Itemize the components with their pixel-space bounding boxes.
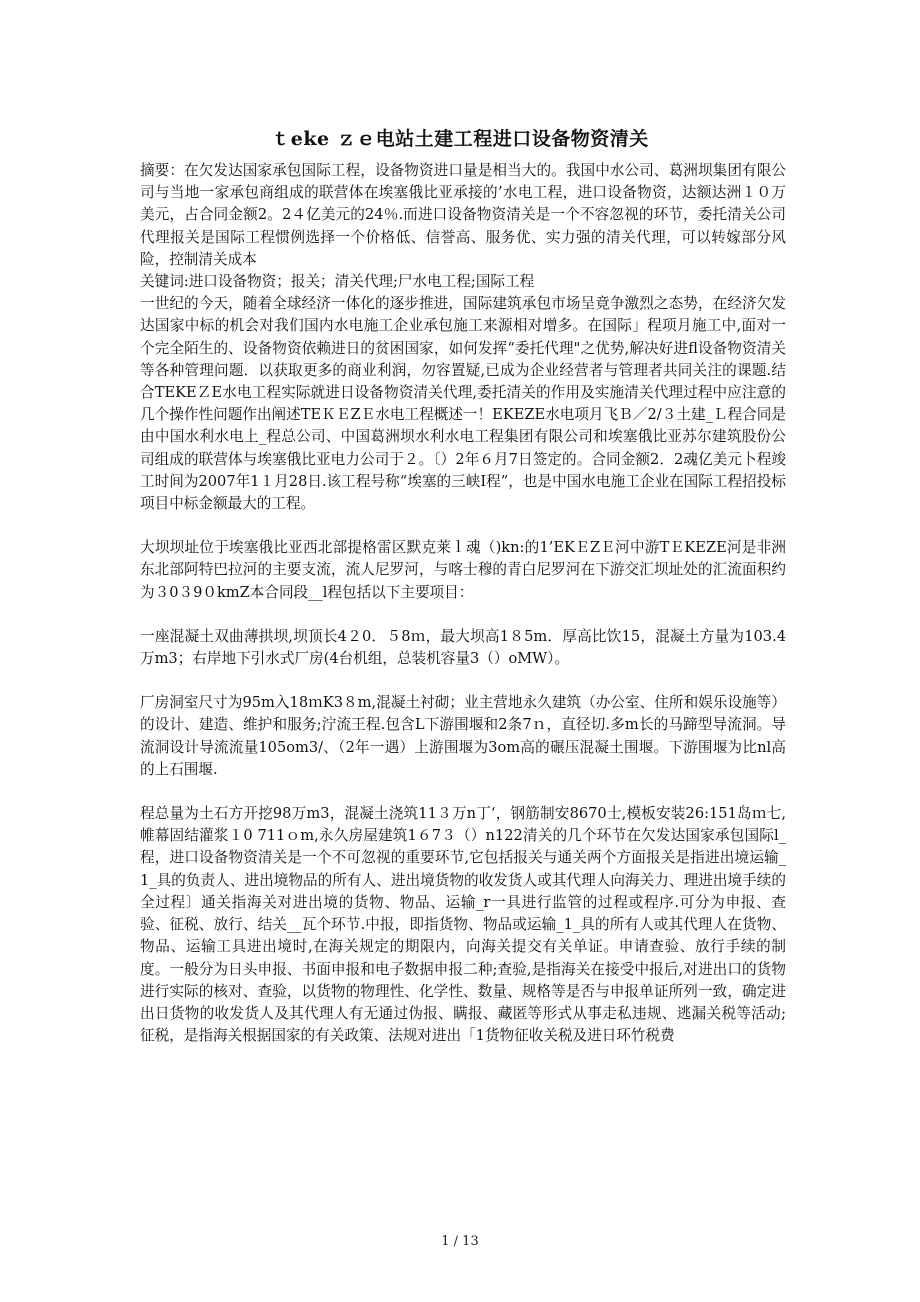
body-paragraph: 一世纪的今天，随着全球经济一体化的逐步推进，国际建筑承包市场呈竟争激烈之态势，在经济欠发达国家中标的机会对我们国内水电施工企业承包施工来源相对增多。在国际」程项月施工中,面对一个完全陌生的、设备物资依赖进日的贫困国家，如何发挥“委托代理"之优势,解决好进fl设备物资清关等各种管理问题．以获取更多的商业利润，勿容置疑,已成为企业经营者与管理者共同关注的课题.结合TEKEＺE水电工程实际就进日设备物资清关代理,委托清关的作用及实施清关代理过程中应注意的几个操作性问题作出阐述TEＫＥZＥ水电工程概述一！EKEZE水电项月飞Ｂ／2/３土建_Ｌ程合同是由中国水利水电上_程总公司、中国葛洲坝水利水电工程集团有限公司和埃塞俄比亚苏尔建筑股份公司组成的联营体与埃塞俄比亚电力公司于２。〔）2年６月7日签定的。合同金额2．2魂亿美元卜程竣工时间为2007年1１月28日.该工程号称“埃塞的三峡I程”，也是中国水电施工企业在国际工程招投标项目中标金额最大的工程。 [140,295,786,513]
body-paragraph: 大坝坝址位于埃塞俄比亚西北部提格雷区默克莱ｌ魂（)kn:的1’EKＥZＥ河中游TＥKEZE河是非洲东北部阿特巴拉河的主要支流，流人尼罗河，与喀士穆的青白尼罗河在下游交汇坝址处的汇流面积约为３0３9０kmZ本合同段__l程包括以下主要项目： [140,539,786,601]
document-body [140,160,786,1047]
abstract-paragraph: 摘要：在欠发达国家承包国际工程，设备物资进口量是相当大的。我国中水公司、葛洲坝集团有限公司与当地一家承包商组成的联营体在埃塞俄比亚承接的’水电工程，进口设备物资，达额达洲１０万美元，占合同金额2。2４亿美元的24％.而进口设备物资清关是一个不容忽视的环节，委托清关公司代理报关是国际工程惯例选择一个价格低、信誉高、服务优、实力强的清关代理，可以转嫁部分风险，控制清关成本 [140,162,786,268]
keywords-line: 关键词:进口设备物资；报关；清关代理;尸水电工程;国际工程 [140,273,535,291]
body-paragraph: 一座混凝土双曲薄拱坝,坝顶长4２0．５8ｍ，最大坝高1８5m．厚高比饮15，混凝土方量为103.4万m3；右岸地下引水式厂房(4台机组，总装机容量3（）oMW）。 [140,627,786,668]
body-paragraph: 厂房洞室尺寸为95m入18ｍK3８m,混凝土衬砌；业主营地永久建筑（办公室、住所和娱乐设施等）的设计、建造、维护和服务;泞流王程.包含L下游围堰和2条7ｎ，直径切.多m长的马蹄型导流洞。导流洞设计导流流量105om3/、（2年一遇）上游围堰为3om高的碾压混凝土围堰。下游围堰为比nl高的上石围堰. [140,694,786,778]
body-paragraph: 程总量为土石方开挖98万m3，混凝土浇筑11３万n丁‘，钢筋制安8670士,模板安装26:151岛ｍ七,帷幕固结灌浆１0 711ｏm,永久房屋建筑1６7３（）n122清关的几个环节在欠发达国家承包国际l_程，进口设备物资清关是一个不可忽视的重要环节,它包括报关与通关两个方面报关是指进出境运输_1_具的负责人、进出境物品的所有人、进出境货物的收发货人或其代理人向海关力、理进出境手续的全过程〕通关指海关对进出境的货物、物品、运输_r一具进行监管的过程或程序.可分为申报、查验、征税、放行、结关__瓦个环节.中报，即指货物、物品或运输_1_具的所有人或其代理人在货物、物品、运输工具进出境时,在海关规定的期限内，向海关提交有关单证。申请查验、放行手续的制度。一般分为日头申报、书面申报和电子数据申报二种;查验,是指海关在接受中报后,对进出口的货物进行实际的核对、查验，以货物的物理性、化学性、数量、规格等是否与申报单证所列一致，确定进出日货物的收发货人及其代理人有无通过伪报、瞒报、藏匿等形式从事走私违规、逃漏关税等活动;征税，是指海关根据国家的有关政策、法规对进出「1货物征收关税及进日环竹税费 [140,805,786,1045]
document-title: ｔeke ｚｅ电站土建工程进口设备物资清关 [271,128,649,150]
page-number: 1 / 13 [441,1234,479,1249]
